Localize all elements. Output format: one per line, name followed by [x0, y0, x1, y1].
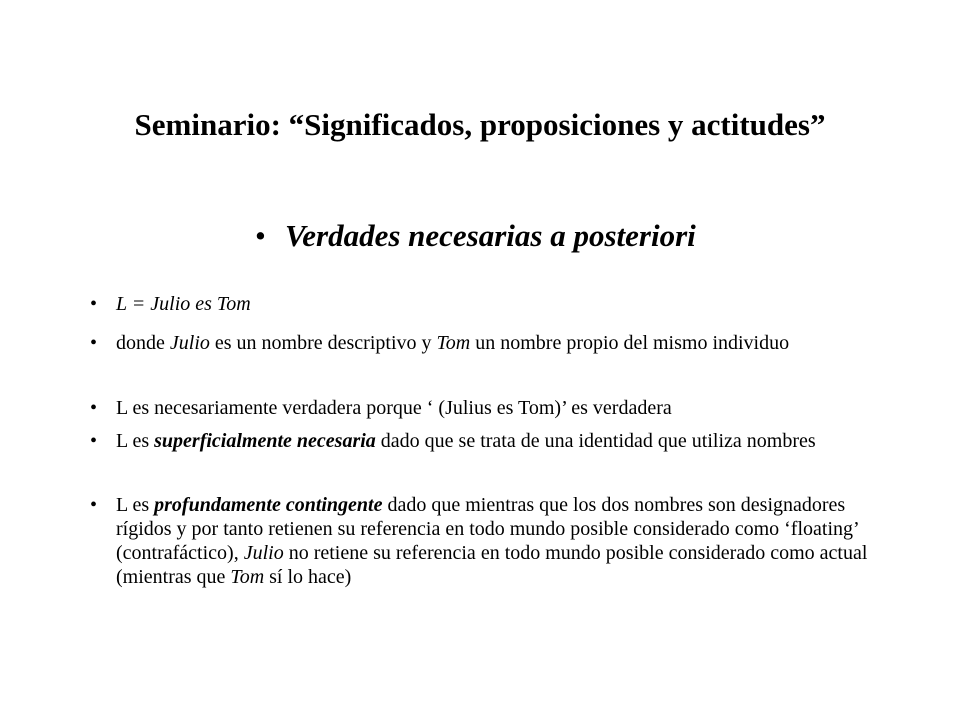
text-run: Julio	[243, 542, 284, 564]
subtitle-bullet: •	[255, 218, 266, 253]
text-run: es un nombre descriptivo y	[209, 332, 437, 354]
text-run: Julio	[169, 332, 210, 354]
subtitle-text: Verdades necesarias a posteriori	[285, 218, 696, 253]
bullet-marker: •	[90, 332, 98, 354]
bullet-text	[116, 331, 890, 355]
bullet-marker: •	[90, 430, 98, 452]
text-run: dado que se trata de una identidad que utiliza nombres	[375, 430, 816, 452]
bullet-text	[116, 292, 890, 316]
text-run: un nombre propio del mismo individuo	[470, 332, 790, 354]
text-run: dado que mientras que los dos nombres son designadores rígidos y por tanto retienen su referencia en todo mundo posible considerado como ‘floating’ (contrafáctico),	[116, 494, 859, 564]
text-run: L es	[116, 494, 155, 516]
text-run: L es	[116, 430, 155, 452]
bullet-marker: •	[90, 293, 98, 315]
bullet-marker: •	[90, 494, 98, 516]
text-run: superficialmente necesaria	[154, 430, 376, 452]
slide-title: Seminario: “Significados, proposiciones y actitudes”	[134, 107, 826, 142]
text-run: Tom	[230, 566, 265, 588]
bullet-text	[116, 396, 890, 420]
bullet-marker: •	[90, 397, 98, 419]
text-run: sí lo hace)	[264, 566, 352, 588]
text-run: profundamente contingente	[154, 494, 383, 516]
bullet-text	[116, 429, 890, 453]
text-run: L es necesariamente verdadera porque ‘ (Julius es Tom)’ es verdadera	[116, 397, 672, 419]
text-run: Tom	[436, 332, 471, 354]
bullet-text	[116, 493, 890, 589]
text-run: donde	[116, 332, 170, 354]
text-run: L = Julio es Tom	[116, 293, 251, 315]
text-run: no retiene su referencia en todo mundo posible considerado como actual (mientras que	[116, 542, 868, 588]
